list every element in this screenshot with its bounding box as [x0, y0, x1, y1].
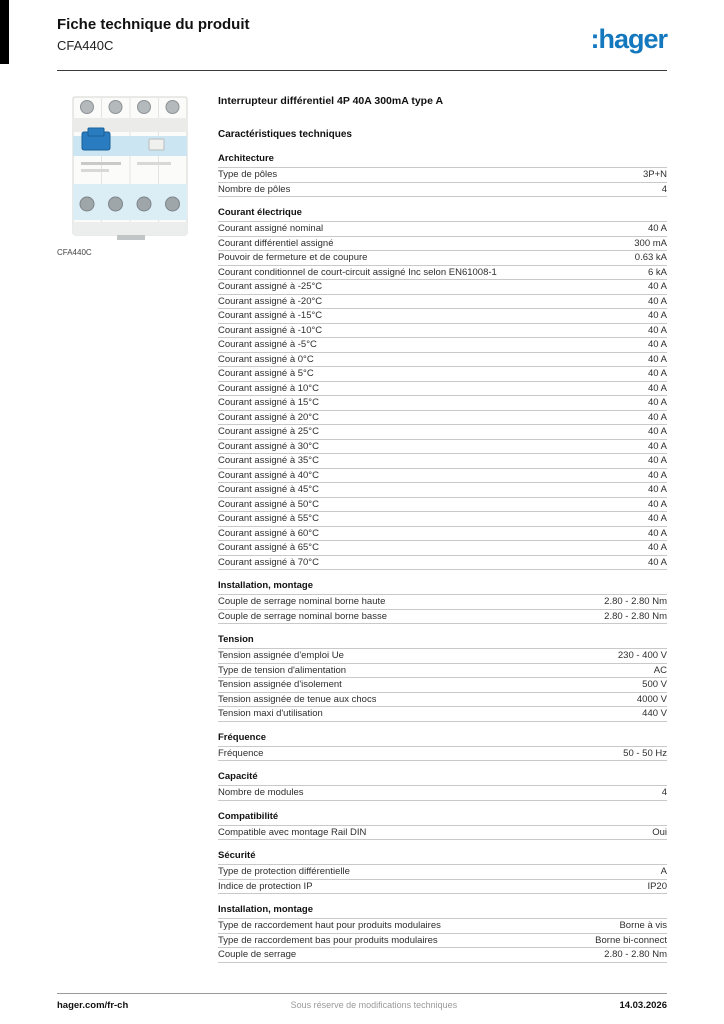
product-reference: CFA440C	[57, 38, 114, 53]
spec-row	[218, 280, 667, 295]
spec-value: 40 A	[647, 281, 667, 293]
spec-row	[218, 664, 667, 679]
spec-section	[218, 771, 667, 801]
spec-row	[218, 396, 667, 411]
spec-value: 300 mA	[634, 237, 667, 249]
spec-table	[218, 167, 667, 197]
hager-logo: :hager	[590, 24, 667, 54]
spec-value: 4000 V	[636, 693, 667, 705]
spec-value: 40 A	[647, 426, 667, 438]
spec-label: Courant différentiel assigné	[218, 237, 334, 249]
spec-section	[218, 904, 667, 963]
spec-value: 40 A	[647, 397, 667, 409]
spec-column	[218, 95, 667, 963]
spec-value: 40 A	[647, 542, 667, 554]
spec-row	[218, 786, 667, 801]
spec-value: 230 - 400 V	[617, 650, 667, 662]
section-title: Tension	[218, 634, 254, 645]
spec-label: Courant assigné à 15°C	[218, 397, 319, 409]
spec-value: Borne à vis	[619, 920, 667, 932]
spec-label: Couple de serrage	[218, 949, 297, 961]
spec-value: 4	[661, 787, 667, 799]
section-title: Architecture	[218, 153, 274, 164]
spec-label: Courant assigné à 35°C	[218, 455, 319, 467]
spec-value: A	[660, 866, 667, 878]
spec-label: Type de pôles	[218, 169, 278, 181]
spec-table	[218, 918, 667, 963]
spec-section	[218, 580, 667, 624]
spec-label: Type de tension d'alimentation	[218, 664, 347, 676]
product-image-column	[57, 92, 202, 257]
spec-value: 40 A	[647, 368, 667, 380]
spec-row	[218, 469, 667, 484]
spec-label: Courant assigné à -20°C	[218, 295, 323, 307]
spec-section	[218, 850, 667, 894]
header-divider	[57, 70, 667, 71]
spec-label: Tension assignée de tenue aux chocs	[218, 693, 377, 705]
spec-row	[218, 183, 667, 198]
spec-label: Courant assigné à 65°C	[218, 542, 319, 554]
spec-value: 40 A	[647, 498, 667, 510]
spec-value: 40 A	[647, 223, 667, 235]
spec-row	[218, 678, 667, 693]
spec-row	[218, 237, 667, 252]
spec-label: Courant assigné à 0°C	[218, 353, 314, 365]
spec-label: Courant assigné à 40°C	[218, 469, 319, 481]
spec-table	[218, 825, 667, 841]
spec-row	[218, 454, 667, 469]
spec-value: 40 A	[647, 382, 667, 394]
spec-label: Pouvoir de fermeture et de coupure	[218, 252, 368, 264]
spec-label: Courant assigné à 30°C	[218, 440, 319, 452]
spec-label: Indice de protection IP	[218, 880, 313, 892]
spec-row	[218, 222, 667, 237]
spec-row	[218, 693, 667, 708]
section-title: Installation, montage	[218, 904, 314, 915]
spec-label: Courant assigné à -15°C	[218, 310, 323, 322]
spec-label: Courant conditionnel de court-circuit assigné Inc selon EN61008-1	[218, 266, 497, 278]
spec-row	[218, 425, 667, 440]
spec-value: 40 A	[647, 556, 667, 568]
spec-row	[218, 595, 667, 610]
product-image-caption: CFA440C	[57, 248, 92, 257]
spec-label: Courant assigné à 10°C	[218, 382, 319, 394]
print-mark	[0, 0, 9, 64]
spec-row	[218, 440, 667, 455]
spec-row	[218, 880, 667, 895]
spec-label: Tension assignée d'isolement	[218, 679, 342, 691]
spec-value: 2.80 - 2.80 Nm	[604, 949, 667, 961]
spec-value: 2.80 - 2.80 Nm	[604, 596, 667, 608]
spec-table	[218, 648, 667, 722]
spec-table	[218, 594, 667, 624]
spec-label: Couple de serrage nominal borne haute	[218, 596, 386, 608]
spec-row	[218, 747, 667, 762]
page-title: Fiche technique du produit	[57, 16, 250, 33]
spec-value: 40 A	[647, 455, 667, 467]
spec-label: Type de protection différentielle	[218, 866, 350, 878]
page-header	[57, 16, 667, 70]
footer-date: 14.03.2026	[619, 1000, 667, 1011]
spec-row	[218, 707, 667, 722]
spec-label: Courant assigné à 55°C	[218, 513, 319, 525]
spec-value: 40 A	[647, 339, 667, 351]
spec-label: Tension maxi d'utilisation	[218, 708, 323, 720]
spec-value: 500 V	[642, 679, 667, 691]
spec-label: Courant assigné à 20°C	[218, 411, 319, 423]
spec-label: Courant assigné à 25°C	[218, 426, 319, 438]
spec-table	[218, 746, 667, 762]
spec-row	[218, 498, 667, 513]
spec-label: Nombre de pôles	[218, 183, 291, 195]
spec-value: 40 A	[647, 527, 667, 539]
spec-label: Couple de serrage nominal borne basse	[218, 610, 387, 622]
spec-value: 40 A	[647, 295, 667, 307]
spec-table	[218, 221, 667, 570]
spec-value: 40 A	[647, 324, 667, 336]
spec-sections	[218, 153, 667, 963]
spec-row	[218, 309, 667, 324]
spec-value: 40 A	[647, 513, 667, 525]
section-title: Courant électrique	[218, 207, 302, 218]
spec-row	[218, 948, 667, 963]
spec-label: Courant assigné à -5°C	[218, 339, 317, 351]
spec-value: 40 A	[647, 310, 667, 322]
spec-row	[218, 483, 667, 498]
tech-characteristics-heading: Caractéristiques techniques	[218, 129, 352, 140]
spec-label: Courant assigné nominal	[218, 223, 324, 235]
spec-row	[218, 865, 667, 880]
spec-label: Courant assigné à -10°C	[218, 324, 323, 336]
spec-label: Courant assigné à 50°C	[218, 498, 319, 510]
spec-value: 3P+N	[642, 169, 667, 181]
spec-row	[218, 527, 667, 542]
spec-value: 440 V	[642, 708, 667, 720]
spec-row	[218, 251, 667, 266]
spec-value: 40 A	[647, 469, 667, 481]
spec-value: 40 A	[647, 440, 667, 452]
spec-label: Courant assigné à 5°C	[218, 368, 314, 380]
spec-label: Fréquence	[218, 747, 264, 759]
footer-divider	[57, 993, 667, 994]
spec-label: Courant assigné à 45°C	[218, 484, 319, 496]
spec-section	[218, 732, 667, 762]
spec-section	[218, 634, 667, 722]
section-title: Installation, montage	[218, 580, 314, 591]
spec-label: Courant assigné à 70°C	[218, 556, 319, 568]
footer-website-link[interactable]: hager.com/fr-ch	[57, 1000, 129, 1011]
spec-value: Borne bi-connect	[595, 934, 667, 946]
spec-value: 50 - 50 Hz	[623, 747, 667, 759]
spec-label: Type de raccordement bas pour produits modulaires	[218, 934, 438, 946]
spec-value: Oui	[652, 826, 667, 838]
spec-row	[218, 324, 667, 339]
page-footer	[57, 1000, 667, 1011]
spec-row	[218, 338, 667, 353]
spec-row	[218, 919, 667, 934]
spec-value: AC	[653, 664, 667, 676]
spec-value: 40 A	[647, 411, 667, 423]
spec-label: Courant assigné à -25°C	[218, 281, 323, 293]
spec-value: 2.80 - 2.80 Nm	[604, 610, 667, 622]
spec-row	[218, 610, 667, 625]
spec-section	[218, 811, 667, 841]
section-title: Capacité	[218, 771, 258, 782]
spec-row	[218, 826, 667, 841]
section-title: Compatibilité	[218, 810, 279, 822]
spec-value: 0.63 kA	[634, 252, 667, 264]
spec-value: 6 kA	[647, 266, 667, 278]
spec-section	[218, 153, 667, 197]
spec-row	[218, 649, 667, 664]
spec-label: Tension assignée d'emploi Ue	[218, 650, 344, 662]
spec-row	[218, 382, 667, 397]
spec-row	[218, 266, 667, 281]
product-image	[57, 92, 202, 242]
product-title: Interrupteur différentiel 4P 40A 300mA type A	[218, 95, 444, 107]
spec-label: Courant assigné à 60°C	[218, 527, 319, 539]
section-title: Sécurité	[218, 850, 256, 861]
spec-table	[218, 864, 667, 894]
spec-label: Compatible avec montage Rail DIN	[218, 826, 367, 838]
spec-table	[218, 785, 667, 801]
spec-row	[218, 168, 667, 183]
spec-row	[218, 367, 667, 382]
spec-row	[218, 353, 667, 368]
spec-row	[218, 541, 667, 556]
footer-disclaimer: Sous réserve de modifications techniques	[290, 1000, 458, 1010]
spec-value: IP20	[647, 880, 667, 892]
spec-section	[218, 207, 667, 570]
spec-row	[218, 934, 667, 949]
spec-row	[218, 295, 667, 310]
spec-value: 40 A	[647, 484, 667, 496]
spec-value: 4	[661, 183, 667, 195]
spec-row	[218, 512, 667, 527]
spec-label: Type de raccordement haut pour produits modulaires	[218, 920, 441, 932]
spec-value: 40 A	[647, 353, 667, 365]
section-title: Fréquence	[218, 731, 267, 743]
spec-row	[218, 411, 667, 426]
spec-label: Nombre de modules	[218, 787, 304, 799]
spec-row	[218, 556, 667, 571]
